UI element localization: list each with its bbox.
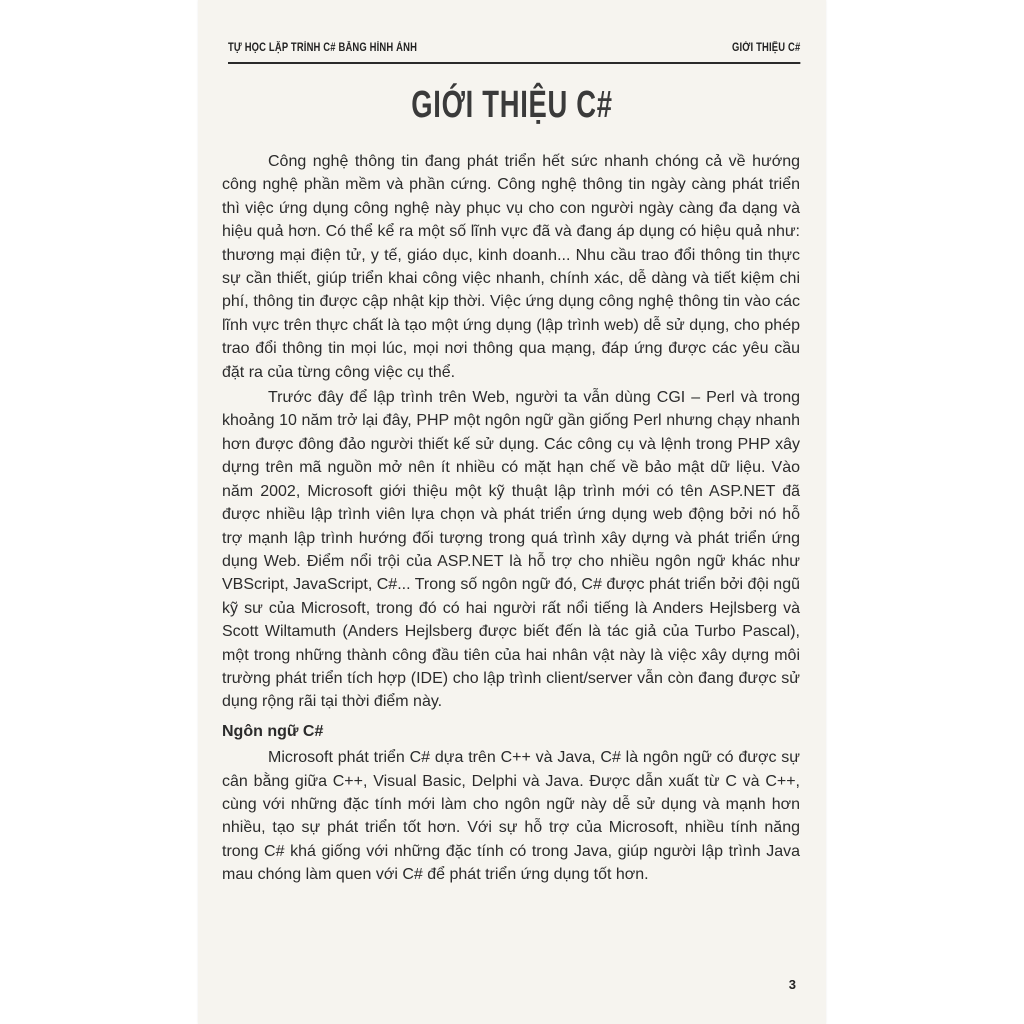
book-page xyxy=(198,0,826,1024)
paragraph-intro: Công nghệ thông tin đang phát triển hết sức nhanh chóng cả về hướng công nghệ phần mềm và phần cứng. Công nghệ thông tin ngày càng phát triển thì việc ứng dụng công nghệ này phục vụ cho con người ngày càng đa dạng và hiệu quả hơn. Có thể kể ra một số lĩnh vực đã và đang áp dụng có hiệu quả như: thương mại điện tử, y tế, giáo dục, kinh doanh... Nhu cầu trao đổi thông tin thực sự cần thiết, giúp triển khai công việc nhanh, chính xác, dễ dàng và tiết kiệm chi phí, thông tin được cập nhật kịp thời. Việc ứng dụng công nghệ thông tin vào các lĩnh vực trên thực chất là tạo một ứng dụng (lập trình web) dễ sử dụng, cho phép trao đổi thông tin mọi lúc, mọi nơi thông qua mạng, đáp ứng được các yêu cầu đặt ra của từng công việc cụ thể. xyxy=(222,153,800,381)
paragraph-history: Trước đây để lập trình trên Web, người ta vẫn dùng CGI – Perl và trong khoảng 10 năm trở lại đây, PHP một ngôn ngữ gần giống Perl nhưng chạy nhanh hơn được đông đảo người thiết kế sử dụng. Các công cụ và lệnh trong PHP xây dựng trên mã nguồn mở nên ít nhiều có mặt hạn chế về bảo mật dữ liệu. Vào năm 2002, Microsoft giới thiệu một kỹ thuật lập trình mới có tên ASP.NET đã được nhiều lập trình viên lựa chọn và phát triển ứng dụng web động bởi nó hỗ trợ mạnh lập trình hướng đối tượng trong quá trình xây dựng và phát triển ứng dụng Web. Điểm nổi trội của ASP.NET là hỗ trợ cho nhiều ngôn ngữ khác như VBScript, JavaScript, C#... Trong số ngôn ngữ đó, C# được phát triển bởi đội ngũ kỹ sư của Microsoft, trong đó có hai người rất nổi tiếng là Anders Hejlsberg và Scott Wiltamuth (Anders Hejlsberg được biết đến là tác giả của Turbo Pascal), một trong những thành công đầu tiên của hai nhân vật này là việc xây dựng môi trường phát triển tích hợp (IDE) cho lập trình client/server vẫn còn đang được sử dụng rộng rãi tại thời điểm này. xyxy=(222,389,800,711)
paragraph-csharp: Microsoft phát triển C# dựa trên C++ và Java, C# là ngôn ngữ có được sự cân bằng giữa C++, Visual Basic, Delphi và Java. Được dẫn xuất từ C và C++, cùng với những đặc tính mới làm cho ngôn ngữ này dễ sử dụng và mạnh hơn nhiều, tạo sự phát triển tốt hơn. Với sự hỗ trợ của Microsoft, nhiều tính năng trong C# khá giống với những đặc tính có trong Java, giúp người lập trình Java mau chóng làm quen với C# để phát triển ứng dụng tốt hơn. xyxy=(222,749,800,884)
header-book-title: TỰ HỌC LẬP TRÌNH C# BẰNG HÌNH ẢNH xyxy=(228,42,418,54)
chapter-title: GIỚI THIỆU C# xyxy=(411,84,613,126)
header-chapter-title: GIỚI THIỆU C# xyxy=(732,42,801,54)
page-body xyxy=(222,150,800,889)
page-number: 3 xyxy=(788,977,796,992)
section-heading: Ngôn ngữ C# xyxy=(222,722,324,740)
running-header xyxy=(228,40,800,64)
